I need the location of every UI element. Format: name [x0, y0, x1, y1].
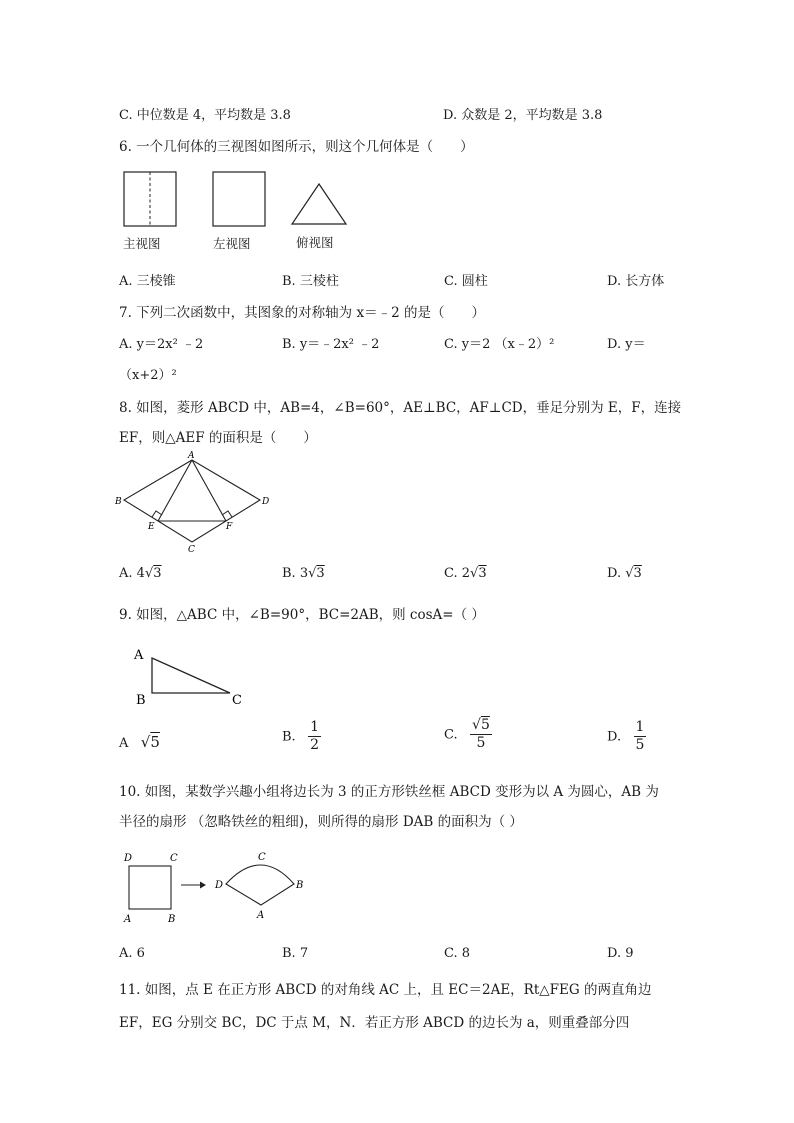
q6-stem: 6. 一个几何体的三视图如图所示，则这个几何体是（ ）: [119, 139, 474, 155]
q10-square-to-sector-figure: [118, 848, 318, 928]
point-a-label: A: [134, 648, 144, 663]
q6-three-view-figure: [118, 168, 358, 230]
transform-arrow-head: [200, 882, 206, 889]
square-point-a-label: A: [124, 914, 132, 925]
q9-option-d: [607, 720, 646, 754]
rhombus-abcd: [124, 460, 260, 542]
q8-option-c-radicand: 3: [478, 566, 487, 581]
sqrt-symbol: √: [472, 717, 481, 733]
q11-stem-line2: EF，EG 分别交 BC，DC 于点 M，N．若正方形 ABCD 的边长为 a，则重叠部分四: [119, 1015, 630, 1031]
q8-rhombus-figure: [112, 450, 272, 554]
side-view-label: 左视图: [213, 236, 251, 251]
fraction-numerator: 1: [308, 720, 321, 737]
q10-stem-line2: 半径的扇形 （忽略铁丝的粗细)，则所得的扇形 DAB 的面积为（ ）: [119, 814, 523, 830]
fraction-numerator: [470, 718, 492, 735]
q7-stem: 7. 下列二次函数中，其图象的对称轴为 x＝﹣2 的是（ ）: [119, 305, 485, 321]
fraction-denominator: 2: [310, 737, 320, 754]
q6-option-a: A. 三棱锥: [119, 274, 176, 289]
q7-option-d: D. y＝: [607, 337, 646, 352]
q8-stem-line1: 8. 如图，菱形 ABCD 中，AB=4，∠B=60°，AE⊥BC，AF⊥CD，垂足分别为 E，F，连接: [119, 400, 682, 416]
top-view-triangle: [292, 184, 346, 224]
q7-option-b: B. y＝﹣2x² ﹣2: [282, 337, 380, 352]
point-d-label: D: [262, 497, 270, 507]
q8-option-b-text: B. 3: [282, 566, 309, 581]
point-b-label: B: [136, 693, 146, 708]
q9-triangle-figure: [130, 642, 250, 708]
q10-stem-line1: 10. 如图，某数学兴趣小组将边长为 3 的正方形铁丝框 ABCD 变形为以 A 为圆心，AB 为: [119, 784, 659, 800]
square-point-c-label: C: [170, 853, 178, 864]
sector-point-d-label: D: [215, 880, 224, 891]
q9-option-a-radicand: 5: [150, 733, 160, 751]
q8-option-d: [607, 566, 642, 581]
sector-dab: [226, 865, 294, 905]
sector-point-b-label: B: [296, 880, 304, 891]
q9-option-d-fraction: [634, 720, 647, 754]
sector-point-c-label: C: [258, 852, 266, 863]
square-point-b-label: B: [168, 914, 176, 925]
q9-option-c: [444, 718, 492, 752]
q8-option-b: [282, 566, 325, 581]
sqrt-symbol: √: [144, 566, 154, 581]
q8-option-c-text: C. 2: [444, 566, 471, 581]
q9-option-b-fraction: [308, 720, 321, 754]
point-f-label: F: [226, 522, 233, 532]
q10-option-c: C. 8: [444, 946, 471, 961]
q8-stem-line2: EF，则△AEF 的面积是（ ）: [119, 430, 317, 446]
fraction-numerator: 1: [634, 720, 647, 737]
q9-option-d-label: D.: [607, 729, 622, 745]
q7-option-d-continued: （x+2）²: [119, 368, 177, 383]
fraction-denominator: 5: [635, 737, 645, 754]
sqrt-symbol: √: [140, 733, 151, 751]
fraction-numerator-radicand: 5: [480, 717, 490, 733]
q8-option-a: [119, 566, 162, 581]
point-b-label: B: [115, 497, 122, 507]
q10-option-d: D. 9: [607, 946, 634, 961]
top-view-label: 俯视图: [296, 235, 334, 250]
q9-option-a: [119, 733, 160, 751]
q8-option-a-text: A. 4: [119, 566, 145, 581]
front-view-label: 主视图: [123, 236, 161, 251]
q7-option-a: A. y＝2x² ﹣2: [119, 337, 204, 352]
point-c-label: C: [232, 693, 242, 708]
q8-option-d-text: D.: [607, 566, 622, 581]
q6-option-b: B. 三棱柱: [282, 274, 339, 289]
square-point-d-label: D: [124, 853, 133, 864]
q8-option-d-radicand: 3: [633, 566, 642, 581]
q6-option-d: D. 长方体: [607, 274, 665, 289]
q7-option-c: C. y＝2 （x﹣2）²: [444, 337, 555, 352]
fraction-denominator: 5: [476, 735, 486, 752]
q6-option-c: C. 圆柱: [444, 274, 488, 289]
q9-option-a-label: A: [119, 736, 129, 751]
sqrt-symbol: √: [625, 566, 634, 581]
q8-option-c: [444, 566, 487, 581]
point-c-label: C: [188, 545, 195, 554]
triangle-abc: [152, 658, 230, 693]
sqrt-symbol: √: [470, 566, 479, 581]
q5-option-c: C. 中位数是 4，平均数是 3.8: [119, 108, 291, 123]
q9-stem: 9. 如图，△ABC 中，∠B=90°，BC=2AB，则 cosA=（ ）: [119, 607, 485, 623]
point-e-label: E: [148, 522, 155, 532]
point-a-label: A: [188, 451, 195, 461]
q8-option-a-radicand: 3: [153, 566, 162, 581]
q9-option-c-fraction: [470, 718, 492, 752]
segment-af: [192, 460, 226, 521]
segment-ae: [158, 460, 192, 521]
square-abcd: [129, 866, 171, 909]
q10-option-a: A. 6: [119, 946, 145, 961]
q9-option-c-label: C.: [444, 727, 458, 743]
side-view-rect: [213, 172, 265, 226]
q9-option-b-label: B.: [282, 729, 296, 745]
q11-stem-line1: 11. 如图，点 E 在正方形 ABCD 的对角线 AC 上，且 EC＝2AE，Rt△FEG 的两直角边: [119, 982, 652, 998]
q5-option-d: D. 众数是 2，平均数是 3.8: [443, 108, 603, 123]
q10-option-b: B. 7: [282, 946, 309, 961]
sector-point-a-label: A: [257, 910, 265, 921]
q9-option-b: [282, 720, 321, 754]
q8-option-b-radicand: 3: [316, 566, 325, 581]
sqrt-symbol: √: [308, 566, 317, 581]
